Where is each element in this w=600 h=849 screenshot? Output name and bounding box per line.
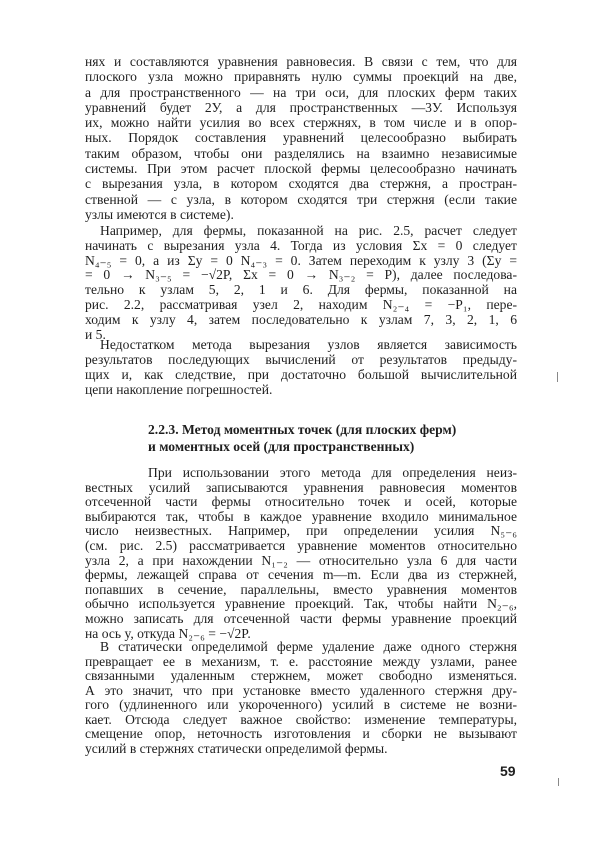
- text-line: N₄₋₅ = 0, а из Σy = 0 N₄₋₃ = 0. Затем переходим к узлу 3 (Σy =: [85, 252, 517, 268]
- scan-artifact-mark: [557, 372, 558, 382]
- text-line: вестных усилий записываются уравнения равновесия моментов: [85, 479, 517, 495]
- text-line: (см. рис. 2.5) рассматривается уравнение моментов относительно: [85, 537, 517, 553]
- text-line: число неизвестных. Например, при определении усилия N₅₋₆: [85, 523, 517, 539]
- text-line: При использовании этого метода для определения неиз-: [148, 465, 517, 480]
- text-line: а для пространственного — на три оси, для плоских ферм таких: [85, 84, 517, 100]
- text-line: отсеченной части фермы относительно точек и осей, которые: [85, 494, 517, 510]
- text-line: узла 2, а при нахождении N₁₋₂ — относительно узла 6 для части: [85, 552, 517, 568]
- text-line: на ось y, откуда N₂₋₆ = −√2P.: [85, 625, 251, 641]
- paragraph-example: [85, 224, 517, 342]
- text-line: обычно используется уравнение проекций. Так, чтобы найти N₂₋₆,: [85, 596, 517, 612]
- text-line: Например, для фермы, показанной на рис. 2.5, расчет следует: [100, 223, 517, 238]
- text-line: уравнений будет 2У, а для пространственных —3У. Используя: [85, 99, 517, 115]
- text-line: А это значит, что при установке вместо удаленного стержня дру-: [85, 682, 517, 698]
- text-line: их, можно найти усилия во всех стержнях, в том числе и в опор-: [85, 115, 517, 131]
- text-line: В статически определимой ферме удаление даже одного стержня: [100, 639, 517, 654]
- text-line: гого (удлиненного или укороченного) усилий в системе не возни-: [85, 697, 517, 712]
- text-line: таким образом, чтобы они разделялись на взаимно независимые: [85, 145, 517, 161]
- paragraph-drawback: [85, 337, 517, 397]
- text-line: связанными удаленным стержнем, может свободно изменяться.: [85, 668, 517, 683]
- text-line: плоского узла можно приравнять нулю суммы проекций на две,: [85, 69, 517, 85]
- text-line: цепи накопление погрешностей.: [85, 382, 273, 397]
- text-line: выбираются так, чтобы в каждое уравнение входило минимальное: [85, 508, 517, 524]
- text-line: ходим к узлу 4, затем последовательно к узлам 7, 3, 2, 1, 6: [85, 311, 517, 327]
- text-line: усилий в стержнях статически определимой фермы.: [85, 740, 388, 756]
- text-line: кает. Отсюда следует важное свойство: изменение температуры,: [85, 711, 517, 727]
- text-line: нях и составляются уравнения равновесия. В связи с тем, что для: [85, 54, 517, 69]
- text-line: = 0 → N₃₋₅ = −√2P, Σx = 0 → N₃₋₂ = P), далее последова-: [85, 267, 517, 283]
- text-line: результатов последующих вычислений от результатов предыду-: [85, 352, 517, 367]
- text-line: начинать с вырезания узла 4. Тогда из условия Σx = 0 следует: [85, 237, 517, 253]
- text-line: рис. 2.2, рассматривая узел 2, находим N₂₋₄ = −P₁, пере-: [85, 296, 517, 312]
- text-line: системы. При этом расчет плоской фермы целесообразно начинать: [85, 161, 517, 177]
- section-heading-line-1: 2.2.3. Метод моментных точек (для плоских ферм): [148, 422, 457, 437]
- text-line: можно записать для отсеченной части фермы уравнение проекций: [85, 610, 517, 626]
- text-line: с вырезания узла, в котором сходятся два стержня, а простран-: [85, 176, 517, 192]
- text-line: превращает ее в механизм, т. е. расстояние между узлами, ранее: [85, 653, 517, 669]
- text-line: тельно к узлам 5, 2, 1 и 6. Для фермы, показанной на: [85, 282, 517, 298]
- text-line: фермы, лежащей справа от сечения m—m. Если два из стержней,: [85, 567, 517, 583]
- text-line: ных. Порядок составления уравнений целесообразно выбирать: [85, 130, 517, 146]
- text-line: узлы имеются в системе).: [85, 206, 234, 222]
- page-number: 59: [500, 763, 516, 779]
- scan-artifact-mark: [558, 778, 559, 786]
- paragraph-joint-method-intro: [85, 54, 517, 222]
- text-line: попавших в сечение, параллельны, вместо уравнения моментов: [85, 581, 517, 597]
- paragraph-moment-method: [85, 466, 517, 641]
- section-heading: [148, 421, 456, 455]
- text-line: ственной — с узла, в котором сходятся три стержня (если такие: [85, 191, 517, 207]
- text-line: Недостатком метода вырезания узлов является зависимость: [100, 337, 517, 352]
- paragraph-static-determinacy: [85, 640, 517, 756]
- text-line: смещение опор, неточность изготовления и сборки не вызывают: [85, 726, 517, 741]
- text-line: щих и, как следствие, при достаточно большой вычислительной: [85, 367, 517, 382]
- text-line: и 5.: [85, 326, 106, 342]
- section-heading-line-2: и моментных осей (для пространственных): [148, 439, 415, 454]
